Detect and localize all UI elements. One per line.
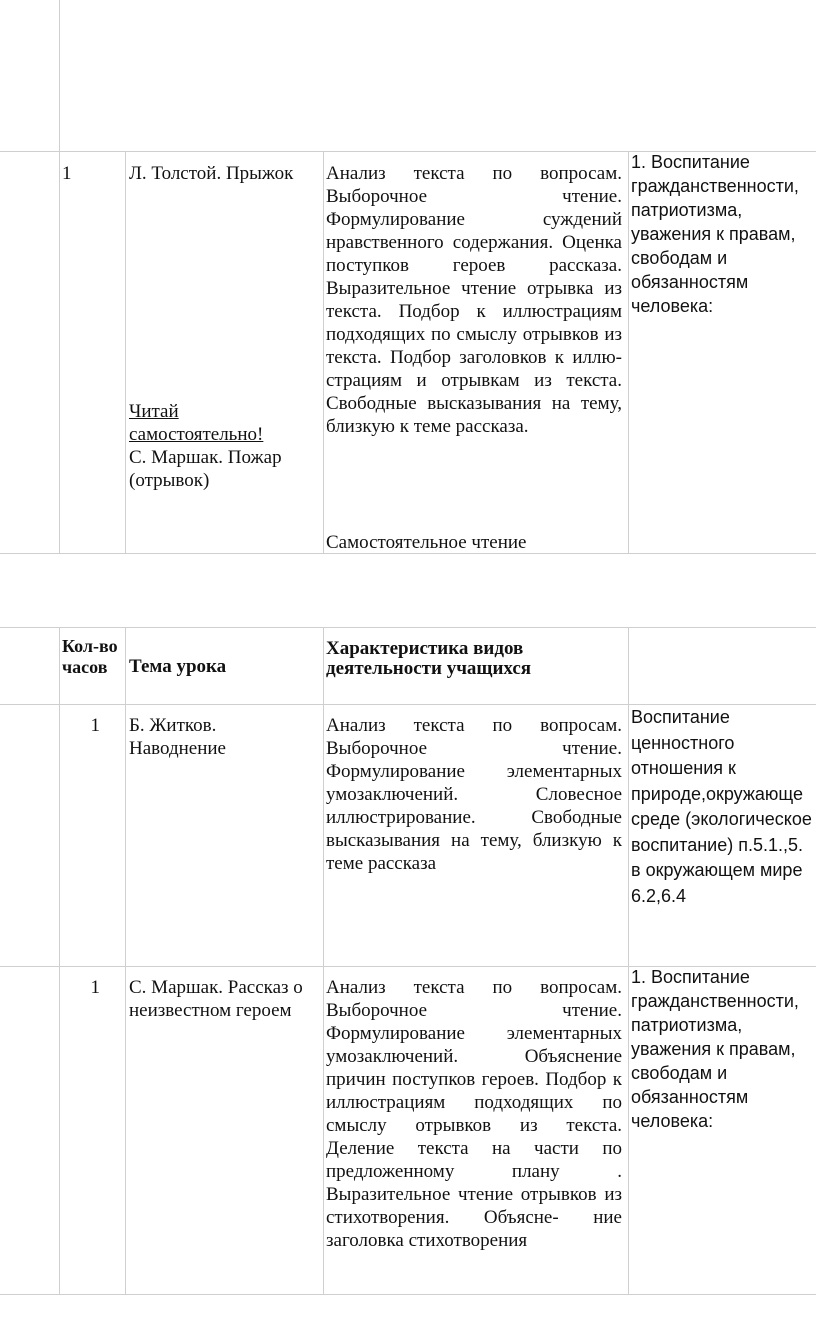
table2-hline-bottom — [0, 1294, 816, 1295]
row2-upbringing: 1. Воспитание гражданственности, патриотизма, уважения к правам, свободам и обязанностям человека: — [631, 967, 799, 1131]
table1-vline-4 — [628, 151, 629, 553]
table1-row-topic — [129, 162, 319, 550]
row2-topic: С. Маршак. Рассказ о неизвестном героем — [129, 977, 303, 1021]
topic-note: Читай самостоятельно! — [129, 401, 264, 445]
table1-vline-2 — [125, 151, 126, 553]
table1-row-upbringing: 1. Воспитание гражданственности, патриотизма, уважения к правам, свободам и обязанностям человека: — [631, 152, 799, 316]
table2-vline-1 — [59, 627, 60, 1294]
topic-extra: С. Маршак. Пожар (отрывок) — [129, 447, 282, 491]
table2-vline-2 — [125, 627, 126, 1294]
table2-hline-top — [0, 627, 816, 628]
row1-hours: 1 — [90, 715, 100, 736]
topic-main: Л. Толстой. Прыжок — [129, 163, 294, 184]
table1-row-activity — [326, 162, 622, 553]
table1-row-hours: 1 — [62, 163, 72, 184]
row2-activity: Анализ текста по вопросам. Выборочное чтение. Формулирование элементарных умозаключений. Объяснение причин поступков героев. Подбор к иллюстрациям подходящих по смыслу отрывков из текста. Деление текста на части по предложенному плану . Выразительное чтение отрывков из стихотворения. Объясне- ние заголовка стихотворения — [326, 977, 622, 1251]
activity-text: Анализ текста по вопросам. Выборочное чтение. Формулирование суждений нравственного содержания. Оценка поступков героев рассказа. Выразительное чтение отрывка из текста. Подбор к иллюстрациям подходящих по смыслу отрывков из текста. Подбор заголовков к иллю- страциям и отрывкам из текста. Свободные высказывания на тему, близкую к теме рассказа. — [326, 163, 622, 437]
header-hours: Кол-во часов — [62, 636, 118, 677]
row1-activity: Анализ текста по вопросам. Выборочное чтение. Формулирование элементарных умозаключений. Словесное иллюстрирование. Свободные высказывания на тему, близкую к теме рассказа — [326, 715, 622, 874]
table2-vline-4 — [628, 627, 629, 1294]
header-topic: Тема урока — [129, 656, 227, 677]
header-activity: Характеристика видов деятельности учащихся — [326, 638, 532, 679]
row1-topic: Б. Житков. Наводнение — [129, 715, 226, 759]
table1-vline-3 — [323, 151, 324, 553]
row1-upbringing: Воспитание ценностного отношения к природе,окружающе среде (экологическое воспитание) п.5.1.,5. в окружающем мире 6.2,6.4 — [631, 707, 812, 906]
row2-hours: 1 — [90, 977, 100, 998]
table2-vline-3 — [323, 627, 324, 1294]
activity-extra: Самостоятельное чтение — [326, 532, 527, 553]
table1-vline-1 — [59, 0, 60, 553]
